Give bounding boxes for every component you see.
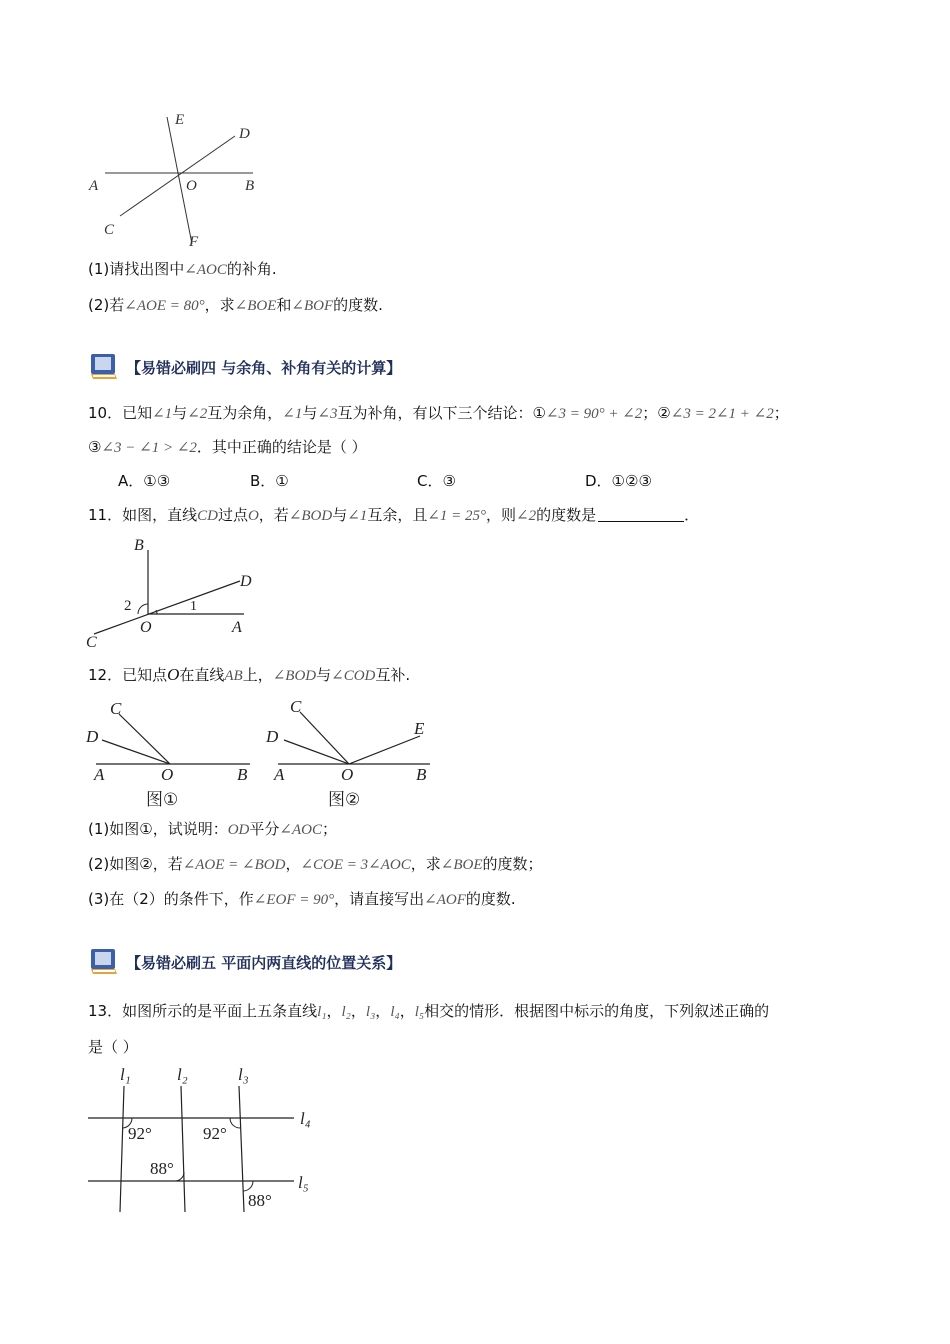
text: 与 (332, 506, 348, 524)
label-O: O (140, 619, 152, 636)
math: l₃ (365, 1004, 376, 1020)
math: l₂ (341, 1004, 351, 1020)
text: 和 (276, 296, 292, 314)
label-l1: l₁ (120, 1066, 131, 1084)
q12-line (88, 664, 410, 687)
label-E: E (414, 719, 425, 738)
text: (1)请找出图中 (88, 260, 185, 278)
math: ∠2 (516, 508, 537, 524)
q9-part2 (88, 294, 383, 317)
math: ∠3 = 90° + ∠2 (545, 406, 643, 422)
text: ，求 (204, 296, 235, 314)
section-header-4 (88, 352, 401, 382)
label-D: D (239, 126, 250, 142)
text: ，请直接写出 (334, 890, 425, 908)
text: 相交的情形．根据图中标示的角度，下列叙述正确的 (424, 1002, 770, 1020)
label-l5: l₅ (298, 1173, 309, 1192)
math: l₄ (390, 1004, 400, 1020)
text: (1)如图①，试说明： (88, 820, 228, 838)
label-D: D (86, 727, 99, 746)
q12-part1 (88, 818, 337, 841)
q13-line2 (88, 1036, 138, 1058)
math: ∠AOF (424, 892, 466, 908)
answer-blank[interactable] (598, 507, 684, 522)
label-A: A (274, 765, 285, 784)
label-C: C (110, 699, 122, 718)
q10-option-a[interactable]: A．①③ (118, 472, 171, 490)
section-title: 【易错必刷四 与余角、补角有关的计算】 (126, 358, 402, 377)
label-l3: l₃ (238, 1066, 249, 1084)
label-2: 2 (124, 598, 132, 614)
text: ③ (88, 438, 102, 456)
section-header-5 (88, 947, 401, 977)
text: 互为补角，有以下三个结论：① (337, 404, 546, 422)
math: ∠COD (331, 668, 376, 684)
label-A: A (232, 619, 242, 636)
text: ，则 (486, 506, 517, 524)
text: ，求 (410, 855, 441, 873)
q11-figure (82, 534, 262, 650)
text: ；② (642, 404, 671, 422)
label-l2: l₂ (177, 1066, 188, 1084)
text: ． (684, 506, 700, 524)
text: 过点 (217, 506, 248, 524)
q13-figure (82, 1066, 332, 1218)
book-icon (88, 947, 120, 977)
angle-label: 92° (128, 1124, 152, 1143)
label-B: B (237, 765, 248, 784)
label-1: 1 (190, 599, 197, 614)
math: ∠COE = 3∠AOC (300, 857, 411, 873)
label-D: D (240, 573, 252, 590)
text: 与 (172, 404, 188, 422)
text: ； (321, 820, 337, 838)
text: 与 (302, 404, 318, 422)
math: ∠2 (187, 406, 208, 422)
label-F: F (189, 234, 199, 250)
math: ∠BOE (440, 857, 483, 873)
q13-line1 (88, 1000, 769, 1023)
q12-part2 (88, 853, 543, 876)
math: ∠AOC (184, 262, 227, 278)
label-D: D (266, 727, 279, 746)
math: ∠1 (282, 406, 303, 422)
math: ∠BOE (234, 298, 277, 314)
text: 互余，且 (367, 506, 428, 524)
label-A: A (94, 765, 105, 784)
math: ∠EOF = 90° (253, 892, 335, 908)
math: ∠BOD (272, 668, 317, 684)
text: (2)若 (88, 296, 125, 314)
math: ∠1 (152, 406, 173, 422)
label-O: O (161, 765, 174, 784)
math: ∠AOC (279, 822, 322, 838)
math: l₁ (317, 1004, 327, 1020)
text: 11．如图，直线 (88, 506, 198, 524)
text: ，若 (258, 506, 289, 524)
math: ∠3 − ∠1 > ∠2 (101, 440, 197, 456)
text: ， (375, 1002, 391, 1020)
figure-caption: 图② (328, 790, 361, 810)
q10-line2 (88, 436, 367, 459)
label-O: O (186, 178, 197, 194)
math: ∠AOE = 80° (124, 298, 205, 314)
q12-part3 (88, 888, 516, 911)
label-A: A (89, 178, 99, 194)
text: ， (326, 1002, 342, 1020)
math: OD (227, 822, 250, 838)
math: ∠3 (317, 406, 338, 422)
math: ∠1 (347, 508, 368, 524)
text: 的补角. (226, 260, 277, 278)
q12-figure-2 (264, 694, 444, 812)
text: ， (285, 855, 301, 873)
intersecting-lines-figure (85, 108, 275, 250)
text: 是（ ） (88, 1038, 138, 1056)
label-C: C (86, 634, 97, 650)
q9-part1 (88, 258, 277, 281)
text: 10．已知 (88, 404, 153, 422)
q10-option-d[interactable]: D．①②③ (585, 472, 652, 490)
label-C: C (104, 222, 115, 238)
text: ； (773, 404, 789, 422)
section-title: 【易错必刷五 平面内两直线的位置关系】 (126, 953, 402, 972)
label-l4: l₄ (300, 1109, 311, 1128)
label-C: C (290, 697, 302, 716)
angle-label: 88° (248, 1191, 272, 1210)
text: 与 (316, 666, 332, 684)
text: 的度数. (465, 890, 516, 908)
math: ∠BOF (291, 298, 334, 314)
text: (2)如图②，若 (88, 855, 183, 873)
label-E: E (175, 112, 185, 128)
book-icon (88, 352, 120, 382)
text: 12．已知点 (88, 666, 168, 684)
text: ， (399, 1002, 415, 1020)
text: 的度数是 (536, 506, 597, 524)
math: O (167, 665, 180, 684)
text: 互补. (375, 666, 411, 684)
math: ∠BOD (288, 508, 333, 524)
angle-label: 92° (203, 1124, 227, 1143)
q10-line1 (88, 402, 789, 425)
q11-line (88, 504, 699, 527)
text: 互为余角， (207, 404, 283, 422)
text: 上， (242, 666, 273, 684)
figure-caption: 图① (146, 790, 179, 810)
text: ．其中正确的结论是（ ） (196, 438, 367, 456)
label-O: O (341, 765, 354, 784)
q10-option-c[interactable]: C．③ (417, 472, 456, 490)
math: ∠1 = 25° (427, 508, 487, 524)
math: CD (197, 508, 218, 524)
q10-option-b[interactable]: B．① (250, 472, 289, 490)
text: 的度数. (333, 296, 383, 314)
label-B: B (134, 537, 144, 554)
math: O (247, 508, 259, 524)
label-B: B (245, 178, 255, 194)
math: ∠3 = 2∠1 + ∠2 (670, 406, 774, 422)
text: 平分 (249, 820, 280, 838)
math: ∠AOE = ∠BOD (182, 857, 286, 873)
text: ， (350, 1002, 366, 1020)
text: 在直线 (179, 666, 225, 684)
label-B: B (416, 765, 427, 784)
math: AB (224, 668, 243, 684)
text: (3)在（2）的条件下，作 (88, 890, 254, 908)
q12-figure-1 (82, 694, 257, 812)
text: 的度数； (482, 855, 543, 873)
text: 13．如图所示的是平面上五条直线 (88, 1002, 318, 1020)
math: l₅ (414, 1004, 425, 1020)
angle-label: 88° (150, 1159, 174, 1178)
